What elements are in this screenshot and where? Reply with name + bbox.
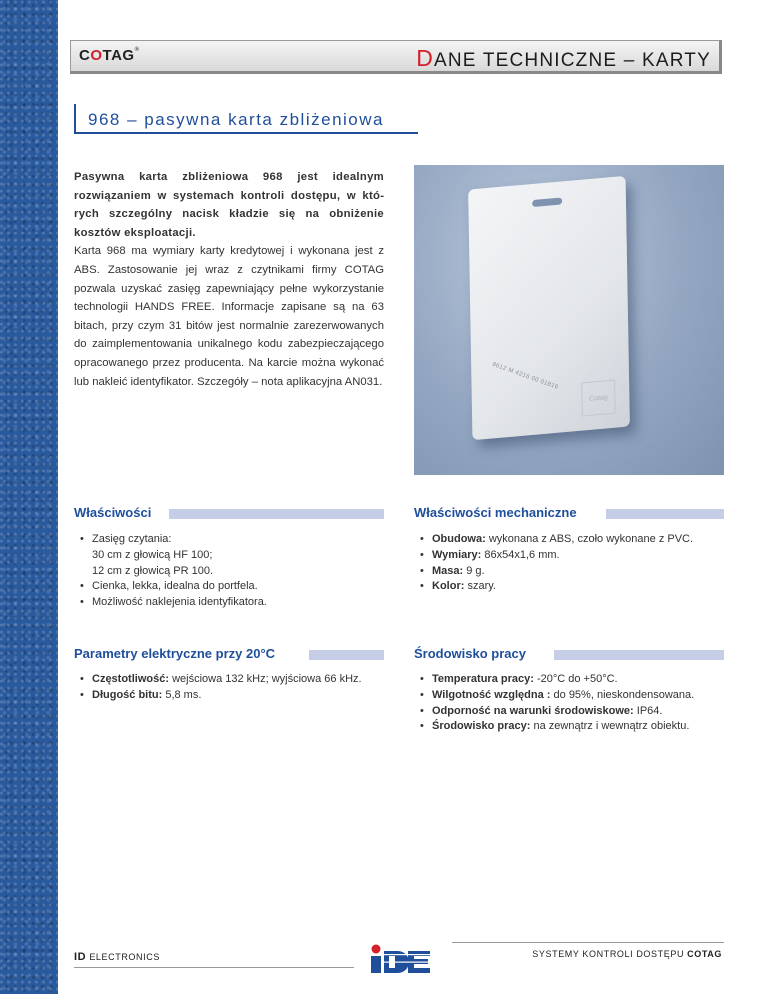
footer-brand: COTAG [687, 949, 722, 959]
logo-letters: TAG [102, 47, 135, 64]
heading-bar [309, 650, 384, 660]
footer-right-divider [452, 942, 724, 943]
list-item [420, 719, 724, 735]
product-title-frame [74, 104, 418, 134]
list-item-value: 9 g. [463, 564, 485, 577]
list-item-sub: 12 cm z głowicą PR 100. [92, 564, 214, 577]
page-title-initial: D [416, 45, 435, 71]
ide-logo-icon [370, 944, 432, 974]
list-item [80, 532, 380, 579]
heading-label: Parametry elektryczne przy 20°C [74, 646, 281, 661]
page-title [416, 45, 711, 72]
heading-wlasciwosci [74, 505, 384, 527]
heading-elektryczne [74, 646, 384, 668]
list-item-label: Wymiary: [432, 548, 482, 561]
list-item-text: Zasięg czytania: [92, 533, 172, 545]
heading-bar [169, 509, 384, 519]
list-item-value: szary. [464, 580, 496, 593]
intro-lead: Pasywna karta zbliżeniowa 968 jest idealnym rozwiązaniem w systemach kontroli dostępu, w których szczególny nacisk kładzie się na obniżenie kosztów eksploatacji. [74, 171, 384, 239]
footer-tagline: SYSTEMY KONTROLI DOSTĘPU [532, 949, 685, 959]
list-item-label: Środowisko pracy: [432, 720, 531, 733]
list-item-value: do 95%, nieskondensowana. [550, 688, 695, 701]
heading-bar [606, 509, 724, 519]
header-bar [70, 40, 722, 74]
list-item [420, 704, 724, 720]
list-item-label: Kolor: [432, 580, 465, 593]
product-photo [414, 165, 724, 475]
list-elektryczne [80, 672, 380, 704]
card-embossed-logo: Cotag [581, 380, 615, 417]
list-item [80, 672, 380, 688]
footer-left-divider [74, 967, 354, 968]
list-wlasciwosci [80, 532, 380, 611]
list-item-value: wykonana z ABS, czoło wykonane z PVC. [485, 533, 694, 545]
heading-mechaniczne [414, 505, 724, 527]
heading-label: Środowisko pracy [414, 646, 532, 661]
intro-text [74, 168, 384, 391]
list-item-value: wejściowa 132 kHz; wyjściowa 66 kHz. [169, 673, 362, 685]
list-item-label: Wilgotność względna : [432, 688, 551, 701]
list-item [80, 579, 380, 595]
page-title-rest: ANE TECHNICZNE – KARTY [434, 50, 711, 71]
card-printed-number: 9612 M 4216 00 01816 [491, 361, 560, 391]
footer-company: ELECTRONICS [89, 952, 160, 962]
list-item-label: Odporność na warunki środowiskowe: [432, 704, 634, 717]
list-item [420, 688, 724, 704]
list-item-value: na zewnątrz i wewnątrz obiektu. [530, 720, 690, 733]
product-title: 968 – pasywna karta zbliżeniowa [88, 110, 384, 129]
list-item [420, 532, 724, 548]
footer-left [74, 951, 160, 963]
heading-srodowisko [414, 646, 724, 668]
list-item-label: Częstotliwość: [92, 673, 170, 685]
list-item [80, 595, 380, 611]
footer-id: ID [74, 951, 87, 963]
heading-label: Właściwości [74, 505, 157, 520]
intro-body: Karta 968 ma wymiary karty kredytowej i wykonana jest z ABS. Zastosowanie jej wraz z czytnikami firmy COTAG pozwala uzyskać zasięg zapewniający pełne wykorzystanie technologii HANDS FREE. Informacje zapisane są na 63 bitach, przy czym 31 bitów jest normalnie zarezerwowanych do zaimplementowania unikalnego kodu zabezpieczającego opracowanego przez producenta. Na karcie można wykonać lub nakleić identyfikator. Szczegóły – nota aplikacyjna AN031. [74, 245, 384, 388]
cotag-logo [79, 47, 140, 67]
list-item-label: Temperatura pracy: [432, 673, 534, 685]
logo-registered-mark: ® [134, 47, 140, 53]
list-item-value: IP64. [633, 704, 663, 717]
list-item-value: -20°C do +50°C. [533, 673, 618, 685]
list-item [420, 548, 724, 564]
list-srodowisko [420, 672, 724, 735]
heading-label: Właściwości mechaniczne [414, 505, 583, 520]
list-item-label: Masa: [432, 564, 464, 577]
logo-letter: C [79, 47, 91, 64]
list-item-text: Możliwość naklejenia identyfikatora. [92, 596, 267, 609]
logo-letter-o: O [90, 47, 103, 64]
list-item [420, 672, 724, 688]
heading-bar [554, 650, 724, 660]
list-item [420, 564, 724, 580]
list-item-label: Obudowa: [432, 533, 486, 545]
list-item-value: 5,8 ms. [162, 688, 202, 701]
list-item-value: 86x54x1,6 mm. [481, 548, 560, 561]
list-item [420, 579, 724, 595]
list-item [80, 688, 380, 704]
footer-right [532, 949, 722, 959]
list-item-text: Cienka, lekka, idealna do portfela. [92, 580, 258, 593]
card-image [468, 176, 630, 440]
decorative-side-strip [0, 0, 58, 994]
list-mechaniczne [420, 532, 724, 595]
card-slot [532, 197, 562, 207]
list-item-sub: 30 cm z głowicą HF 100; [92, 548, 213, 561]
list-item-label: Długość bitu: [92, 688, 163, 701]
